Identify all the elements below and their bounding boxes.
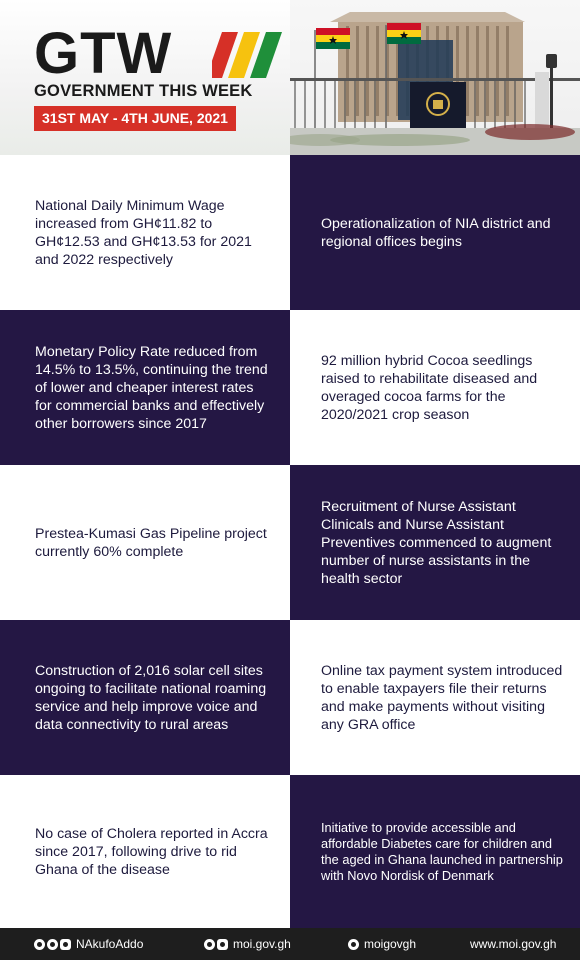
flag-stripes-icon: [212, 32, 312, 78]
achievement-text: Recruitment of Nurse Assistant Clinicals and Nurse Assistant Preventives commenced to augment number of nurse assistants in the health sector: [321, 498, 552, 587]
achievement-text: 92 million hybrid Cocoa seedlings raised to rehabilitate diseased and overaged cocoa farms for the 2020/2021 crop season: [321, 352, 538, 423]
facebook-icon: [204, 939, 215, 950]
footer-social-1[interactable]: [34, 928, 143, 960]
achievement-text: Prestea-Kumasi Gas Pipeline project currently 60% complete: [35, 525, 267, 560]
date-range-badge: 31ST MAY - 4TH JUNE, 2021: [34, 106, 236, 131]
footer-bar: [0, 928, 580, 960]
facebook-icon: [34, 939, 45, 950]
achievement-text: Construction of 2,016 solar cell sites ongoing to facilitate national roaming service and help improve voice and data connectivity to rural areas: [35, 662, 267, 733]
achievement-cell: [290, 155, 580, 310]
twitter-icon: [47, 939, 58, 950]
achievement-text: Initiative to provide accessible and affordable Diabetes care for children and the aged in Ghana launched in partnership with Novo Nordisk of Denmark: [321, 819, 563, 883]
footer-social-3[interactable]: [348, 928, 416, 960]
achievement-text: Operationalization of NIA district and regional offices begins: [321, 215, 551, 250]
instagram-icon: [60, 939, 71, 950]
subtitle: GOVERNMENT THIS WEEK: [34, 82, 253, 100]
footer-handle-1: NAkufoAddo: [76, 937, 144, 951]
achievement-cell: [0, 775, 290, 928]
achievement-text: National Daily Minimum Wage increased from GH¢11.82 to GH¢12.53 and GH¢13.53 for 2021 and 2022 respectively: [35, 197, 252, 268]
achievement-cell: [290, 310, 580, 465]
logo-text: GTW: [34, 21, 173, 86]
achievement-text: Monetary Policy Rate reduced from 14.5% to 13.5%, continuing the trend of lower and cheaper interest rates for commercial banks and effectively other borrowers since 2017: [35, 343, 268, 432]
footer-website-link[interactable]: www.moi.gov.gh: [470, 937, 557, 951]
header-banner: [0, 0, 580, 155]
instagram-icon: [217, 939, 228, 950]
achievement-cell: [0, 465, 290, 620]
achievement-cell: [290, 775, 580, 928]
jubilee-house-photo: [290, 0, 580, 155]
achievement-cell: [290, 620, 580, 775]
footer-social-2[interactable]: [204, 928, 291, 960]
achievement-text: No case of Cholera reported in Accra since 2017, following drive to rid Ghana of the disease: [35, 825, 268, 878]
twitter-icon: [348, 939, 359, 950]
achievement-cell: [290, 465, 580, 620]
footer-handle-3: moigovgh: [364, 937, 417, 951]
gtw-logo: [34, 21, 284, 86]
achievement-cell: [0, 620, 290, 775]
achievement-cell: [0, 310, 290, 465]
footer-handle-2: moi.gov.gh: [233, 937, 291, 951]
achievement-text: Online tax payment system introduced to enable taxpayers file their returns and make payments without visiting any GRA office: [321, 662, 563, 733]
achievements-grid: [0, 155, 580, 928]
achievement-cell: [0, 155, 290, 310]
